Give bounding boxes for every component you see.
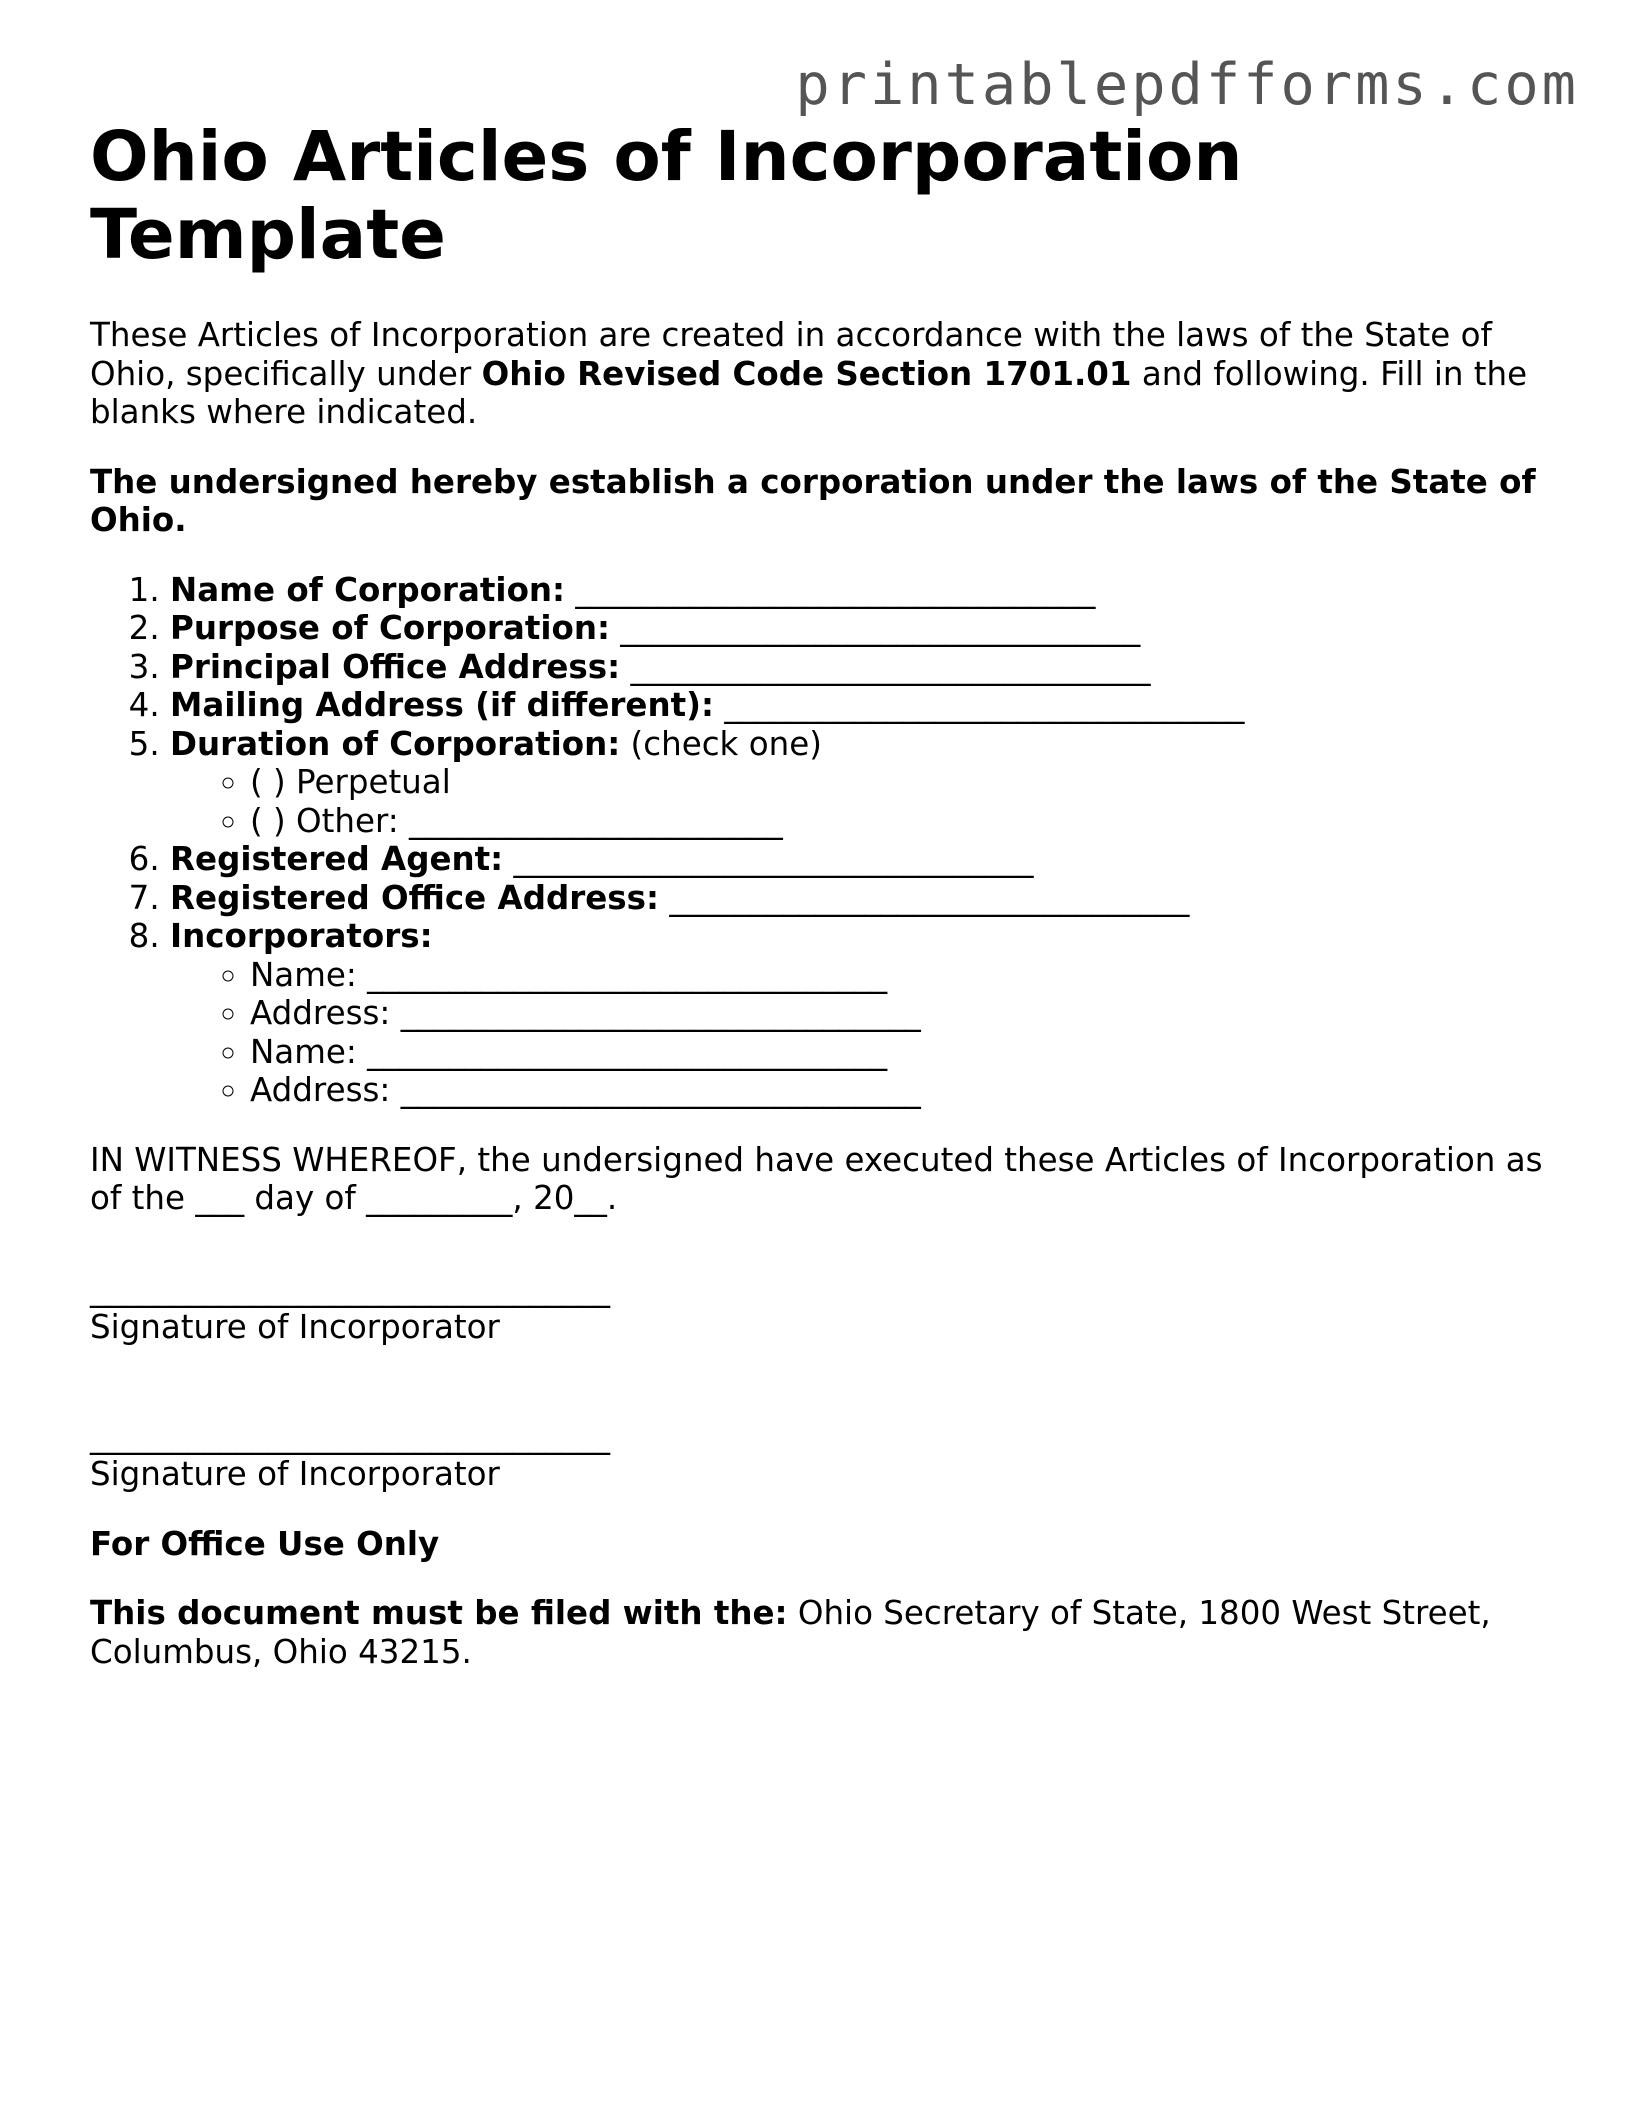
item-label: Registered Office Address: xyxy=(170,878,659,917)
duration-option-perpetual[interactable]: ◦ ( ) Perpetual xyxy=(250,763,1560,802)
incorporator-name-field[interactable]: ◦ Name: ________________________________ xyxy=(250,1033,1560,1072)
item-registered-agent xyxy=(170,840,1560,879)
intro-text-end: and following. Fill in the blanks where indicated. xyxy=(90,354,1528,431)
item-label: Duration of Corporation: xyxy=(170,724,621,763)
establish-statement: The undersigned hereby establish a corporation under the laws of the State of Ohio. xyxy=(90,462,1536,539)
duration-options xyxy=(170,763,1560,840)
signature-block xyxy=(90,1270,1560,1347)
incorporators-list xyxy=(170,956,1560,1110)
item-label: Name of Corporation: xyxy=(170,570,566,609)
signature-line[interactable]: ________________________________ xyxy=(90,1269,610,1308)
signature-line[interactable]: ________________________________ xyxy=(90,1416,610,1455)
item-mailing-address xyxy=(170,686,1560,725)
signature-label: Signature of Incorporator xyxy=(90,1455,500,1493)
item-name-of-corporation xyxy=(170,571,1560,610)
name-of-corporation-blank[interactable]: ________________________________ xyxy=(565,570,1096,609)
witness-statement: IN WITNESS WHEREOF, the undersigned have executed these Articles of Incorporation as of the ___ day of _________, 20__. xyxy=(90,1140,1543,1217)
filing-instructions xyxy=(90,1594,1560,1671)
item-label: Registered Agent: xyxy=(170,840,504,878)
incorporator-address-field[interactable]: ◦ Address: ________________________________ xyxy=(250,1071,1560,1110)
filing-address: Ohio Secretary of State, 1800 West Street, Columbus, Ohio 43215. xyxy=(90,1594,1491,1671)
item-label: Incorporators: xyxy=(170,917,433,955)
item-label: Purpose of Corporation: xyxy=(170,609,610,647)
intro-text-start: These Articles of Incorporation are created in accordance with the laws of the State of Ohio, specifically under xyxy=(90,316,1492,393)
item-duration-of-corporation xyxy=(170,725,1560,841)
item-label: Mailing Address (if different): xyxy=(170,686,714,724)
incorporator-name-field[interactable]: ◦ Name: ________________________________ xyxy=(250,956,1560,995)
item-registered-office-address xyxy=(170,879,1560,918)
signature-label: Signature of Incorporator xyxy=(90,1308,500,1346)
watermark-text: printablepdfforms.com xyxy=(795,52,1579,118)
registered-office-blank[interactable]: ________________________________ xyxy=(658,878,1190,917)
signature-block xyxy=(90,1417,1560,1494)
item-label: Principal Office Address: xyxy=(170,647,621,686)
document-body xyxy=(90,118,1560,1702)
articles-list xyxy=(90,571,1560,1110)
incorporator-address-field[interactable]: ◦ Address: ________________________________ xyxy=(250,994,1560,1033)
item-incorporators xyxy=(170,917,1560,1110)
duration-option-other[interactable]: ◦ ( ) Other: _______________________ xyxy=(250,802,1560,841)
mailing-address-blank[interactable]: ________________________________ xyxy=(713,686,1245,724)
item-principal-office-address xyxy=(170,648,1560,687)
principal-office-blank[interactable]: ________________________________ xyxy=(620,647,1151,686)
registered-agent-blank[interactable]: ________________________________ xyxy=(503,840,1034,878)
intro-paragraph xyxy=(90,316,1560,432)
page-title: Ohio Articles of Incorporation Template xyxy=(90,117,1243,275)
duration-note: (check one) xyxy=(620,724,822,763)
item-purpose-of-corporation xyxy=(170,609,1560,648)
code-reference: Ohio Revised Code Section 1701.01 xyxy=(481,354,1132,393)
purpose-blank[interactable]: ________________________________ xyxy=(609,609,1141,647)
office-use-heading: For Office Use Only xyxy=(90,1524,440,1563)
filing-label: This document must be filed with the: xyxy=(90,1594,788,1632)
